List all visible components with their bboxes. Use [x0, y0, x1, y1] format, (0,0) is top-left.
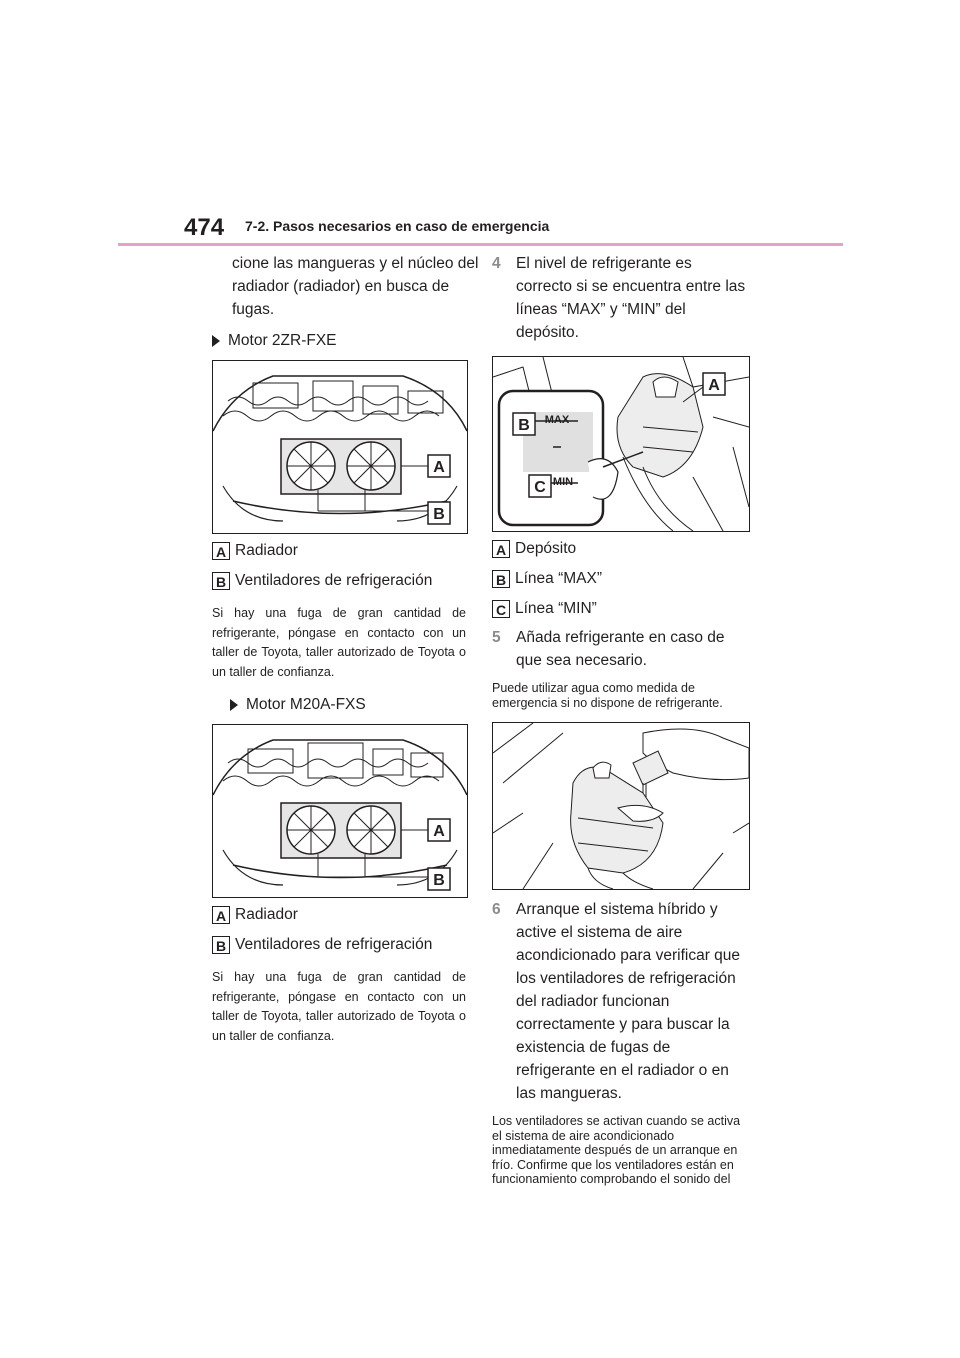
legend-item	[492, 540, 752, 558]
step-text: Arranque el sistema híbrido y active el sistema de aire acondicionado para verificar que los ventiladores de refrigeración del radiador funcionan correctamente y para buscar la existencia de fugas de refrigerante en el radiador o en las mangueras.	[516, 901, 741, 1102]
legend-item	[212, 572, 472, 590]
reservoir-illustration	[492, 356, 750, 532]
legend-text: Radiador	[235, 906, 298, 923]
legend-text: Radiador	[235, 542, 298, 559]
engine2-note: Si hay una fuga de gran cantidad de refrigerante, póngase en contacto con un taller de Toyota, taller autorizado de Toyota o un taller de confianza.	[212, 970, 466, 1043]
engine2-callout-b: B	[433, 872, 445, 889]
max-mark-label: MAX	[544, 414, 570, 426]
triangle-bullet-icon	[212, 335, 220, 347]
engine1-callout-a: A	[433, 459, 445, 476]
legend-item	[492, 570, 752, 588]
coolant-reservoir-drawing-icon	[493, 357, 749, 531]
step-number: 6	[492, 901, 501, 918]
intro-paragraph: cione las mangueras y el núcleo del radiador (radiador) en busca de fugas.	[232, 255, 479, 318]
engine1-heading	[212, 332, 472, 350]
legend-text: Depósito	[515, 540, 577, 557]
step-4	[492, 252, 752, 344]
step6-note: Los ventiladores se activan cuando se activa el sistema de aire acondicionado inmediatamente después de un arranque en frío. Confirme que los ventiladores están en funcionamiento comprobando el sonido del	[492, 1114, 741, 1186]
engine2-callout-a: A	[433, 823, 445, 840]
engine1-title: Motor 2ZR-FXE	[228, 332, 337, 349]
legend-text: Línea “MAX”	[515, 570, 603, 587]
step-text: Añada refrigerante en caso de que sea necesario.	[516, 629, 725, 669]
engine2-legend	[212, 906, 472, 954]
right-column	[492, 250, 752, 1187]
reservoir-callout-c: C	[534, 479, 546, 496]
legend-tag: A	[492, 540, 510, 558]
engine1-legend	[212, 542, 472, 590]
left-column	[212, 250, 479, 1046]
engine1-illustration	[212, 360, 468, 534]
engine2-heading	[212, 696, 472, 714]
step-5	[492, 626, 752, 672]
header-rule	[118, 243, 843, 246]
engine-bay-drawing-icon	[213, 361, 467, 533]
legend-tag: A	[212, 542, 230, 560]
engine1-callout-b: B	[433, 506, 445, 523]
legend-text: Ventiladores de refrigeración	[235, 572, 433, 589]
engine2-title: Motor M20A-FXS	[246, 696, 366, 713]
step-text: El nivel de refrigerante es correcto si se encuentra entre las líneas “MAX” y “MIN” del depósito.	[516, 255, 746, 341]
min-mark-label: MIN	[552, 476, 574, 488]
reservoir-legend	[492, 540, 752, 618]
reservoir-callout-a: A	[708, 377, 720, 394]
page-header	[0, 0, 960, 250]
legend-item	[492, 600, 752, 618]
legend-tag: B	[492, 570, 510, 588]
section-title: 7-2. Pasos necesarios en caso de emergencia	[245, 218, 550, 234]
legend-tag: C	[492, 600, 510, 618]
legend-item	[212, 906, 472, 924]
step-6	[492, 898, 752, 1105]
refill-illustration	[492, 722, 750, 890]
engine2-illustration	[212, 724, 468, 898]
reservoir-callout-b: B	[518, 417, 530, 434]
legend-text: Línea “MIN”	[515, 600, 597, 617]
legend-item	[212, 542, 472, 560]
legend-text: Ventiladores de refrigeración	[235, 936, 433, 953]
engine1-note: Si hay una fuga de gran cantidad de refrigerante, póngase en contacto con un taller de Toyota, taller autorizado de Toyota o un taller de confianza.	[212, 606, 466, 679]
triangle-bullet-icon	[230, 699, 238, 711]
engine-bay-drawing-icon	[213, 725, 467, 897]
step-number: 5	[492, 629, 501, 646]
legend-tag: B	[212, 936, 230, 954]
legend-tag: A	[212, 906, 230, 924]
step-number: 4	[492, 255, 501, 272]
legend-tag: B	[212, 572, 230, 590]
legend-item	[212, 936, 472, 954]
step5-note: Puede utilizar agua como medida de emergencia si no dispone de refrigerante.	[492, 681, 723, 710]
pouring-coolant-drawing-icon	[493, 723, 749, 889]
page-number: 474	[184, 214, 225, 241]
